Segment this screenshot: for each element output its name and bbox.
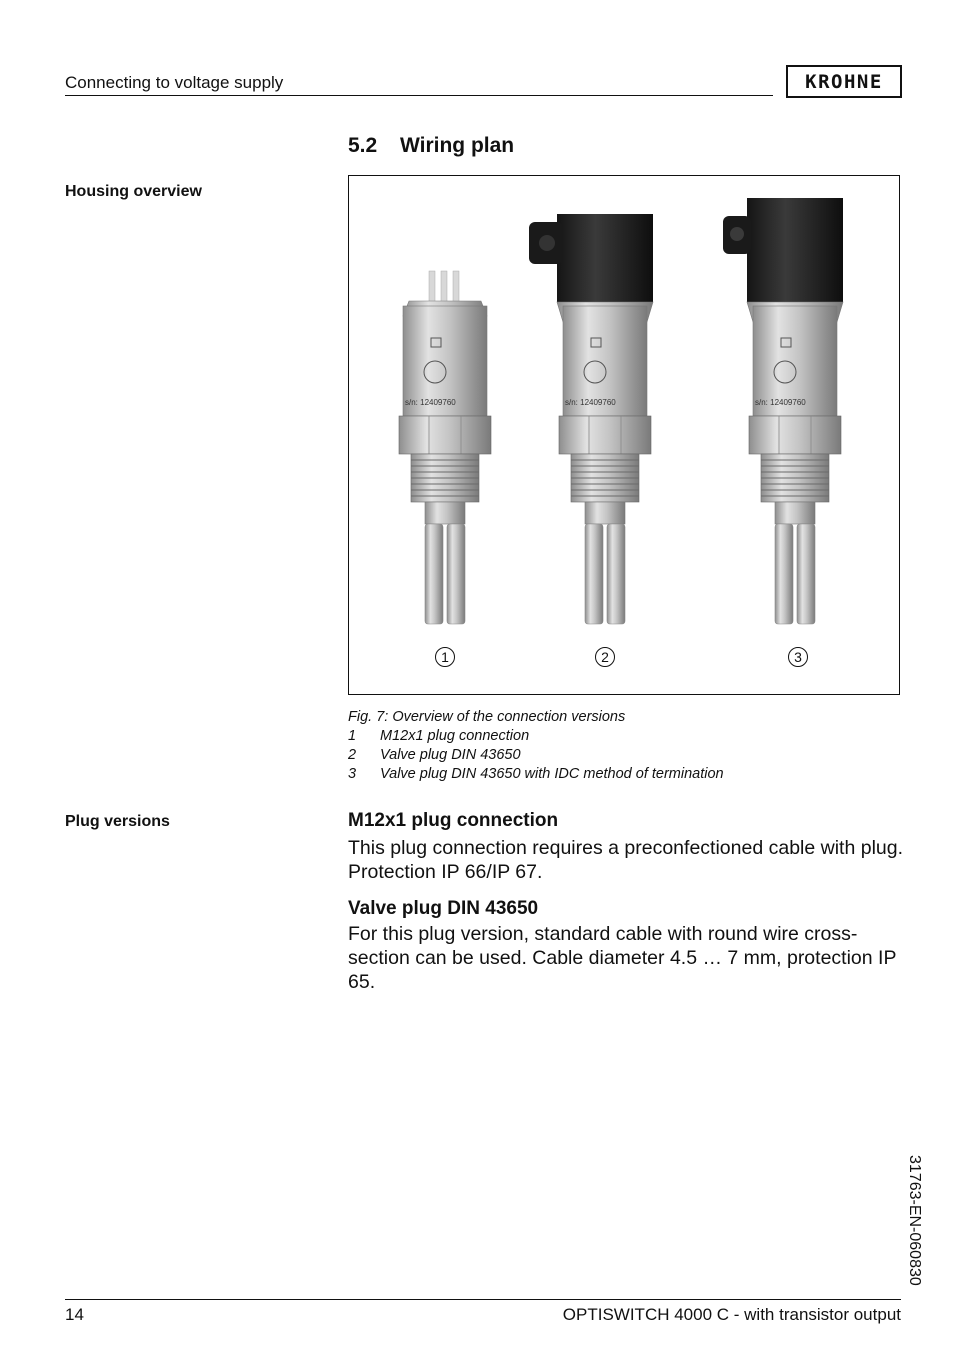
sensor-m12x1: [399, 271, 491, 624]
caption-title: Fig. 7: Overview of the connection versions: [348, 709, 626, 725]
krohne-logo: KROHNE: [786, 65, 902, 98]
serial-label-1: s/n: 12409760: [405, 398, 456, 407]
marker-3: 3: [788, 647, 808, 667]
document-code: 31763-EN-060830: [906, 1155, 923, 1286]
section-title: [348, 134, 514, 158]
side-label-plugs: Plug versions: [65, 813, 170, 830]
caption-item-number: 1: [348, 728, 357, 744]
valve-plug-heading: Valve plug DIN 43650: [348, 898, 539, 919]
section-heading: Wiring plan: [400, 134, 515, 157]
footer-product-title: OPTISWITCH 4000 C - with transistor output: [562, 1305, 901, 1324]
sensor-valve-plug-idc: [723, 198, 843, 624]
valve-plug-text: For this plug version, standard cable with round wire cross-section can be used. Cable diameter 4.5 … 7 mm, protection IP 65.: [348, 923, 897, 993]
figure-housing-overview: [348, 175, 900, 695]
section-number: 5.2: [348, 134, 378, 157]
sensor-valve-plug: [529, 214, 653, 624]
caption-item: [348, 765, 724, 784]
caption-item-text: Valve plug DIN 43650 with IDC method of termination: [380, 766, 724, 782]
m12x1-text: This plug connection requires a preconfectioned cable with plug. Protection IP 66/IP 67.: [348, 837, 904, 883]
serial-label-2: s/n: 12409760: [565, 398, 616, 407]
header-title: Connecting to voltage supply: [65, 73, 284, 92]
caption-item-number: 2: [348, 747, 357, 763]
footer-rule: [65, 1299, 901, 1300]
figure-caption: [348, 708, 724, 784]
page-number: 14: [65, 1305, 84, 1324]
caption-item: [348, 727, 724, 746]
marker-1: 1: [435, 647, 455, 667]
caption-item: [348, 746, 724, 765]
caption-item-text: Valve plug DIN 43650: [380, 747, 521, 763]
m12x1-heading: M12x1 plug connection: [348, 810, 559, 831]
marker-2: 2: [595, 647, 615, 667]
caption-item-number: 3: [348, 766, 357, 782]
serial-label-3: s/n: 12409760: [755, 398, 806, 407]
caption-item-text: M12x1 plug connection: [380, 728, 530, 744]
sensor-illustration: [349, 176, 901, 696]
side-label-housing: Housing overview: [65, 183, 202, 200]
header-rule: [65, 95, 773, 96]
